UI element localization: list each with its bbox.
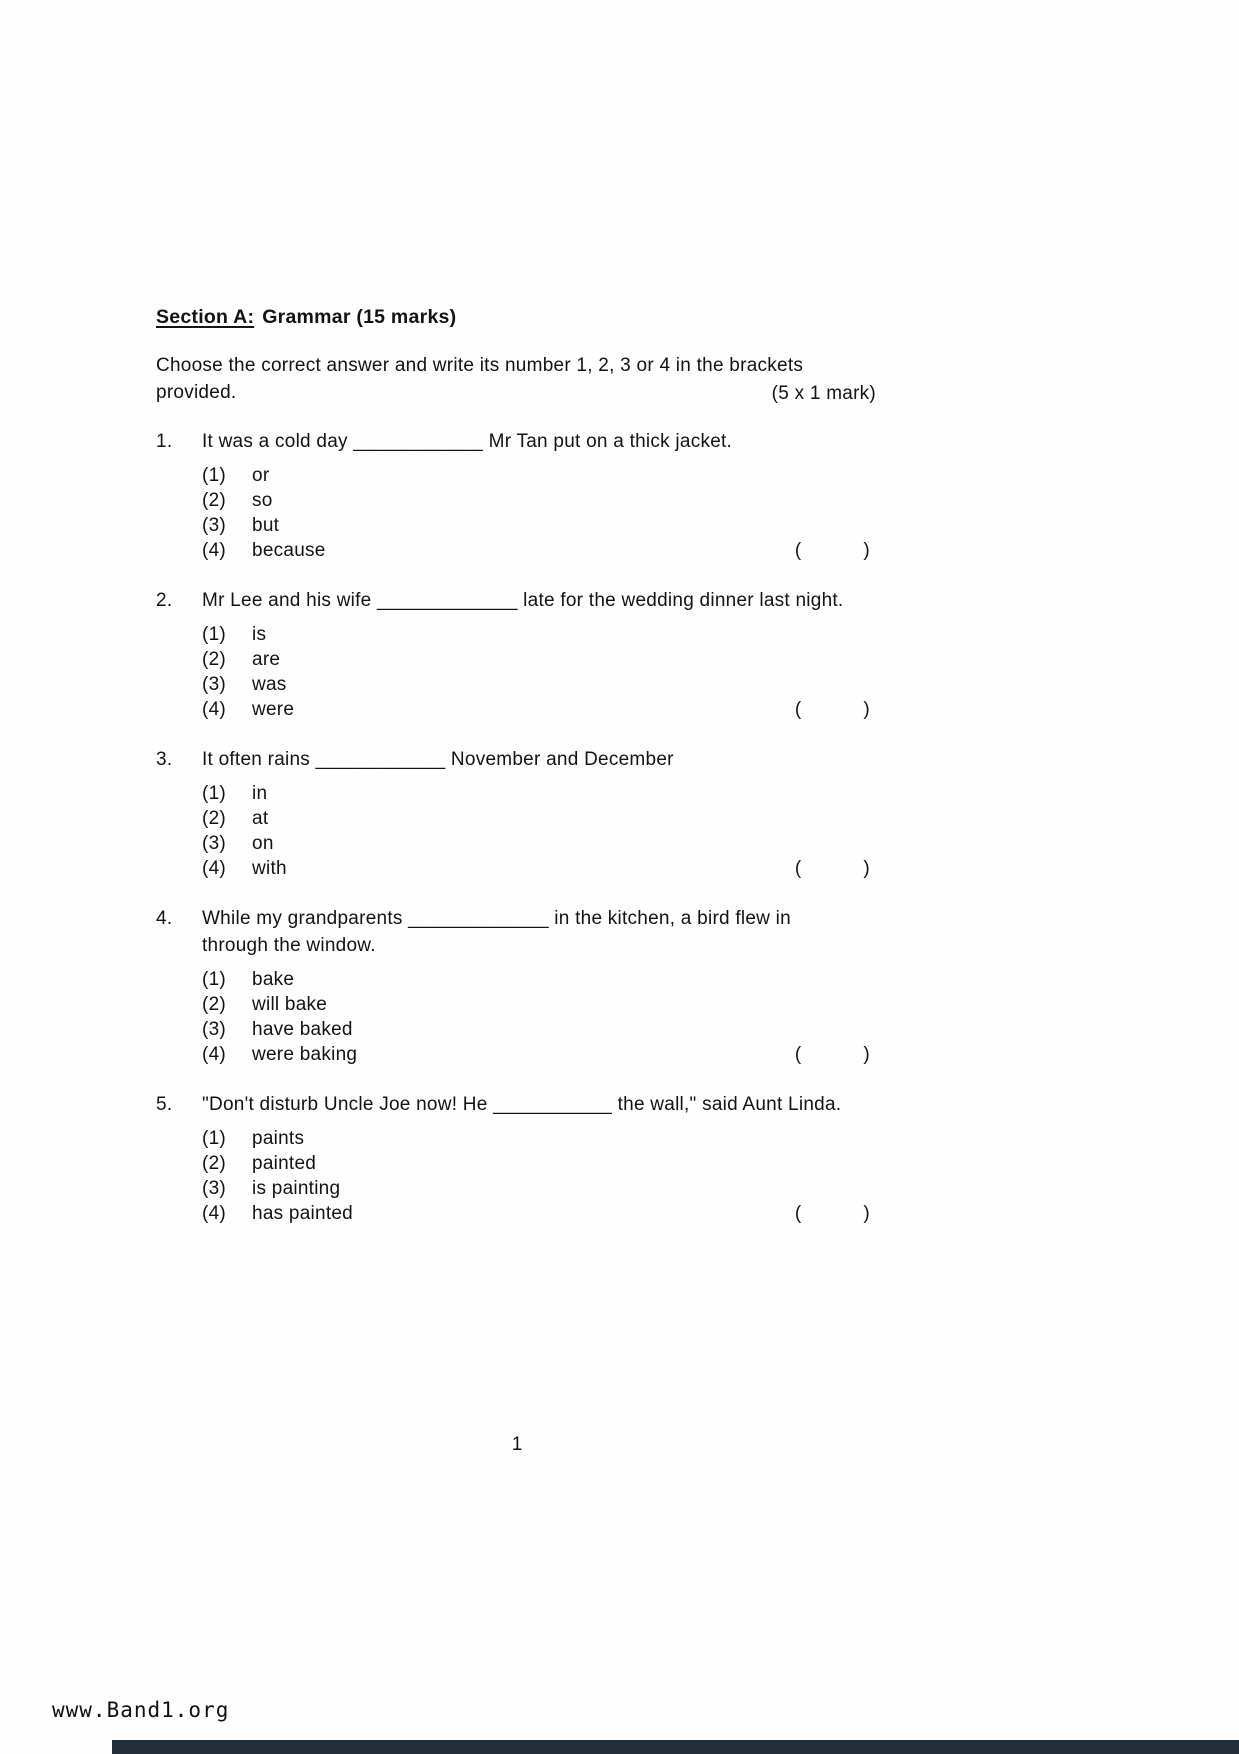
option-number: (1) (202, 969, 226, 990)
option-row (202, 488, 878, 513)
question-4 (156, 905, 878, 1067)
option-number: (3) (202, 674, 226, 695)
question-1 (156, 428, 878, 563)
option-label: were baking (252, 1044, 358, 1065)
answer-brackets (795, 538, 878, 563)
question-number: 4. (156, 908, 173, 929)
option-number: (4) (202, 699, 226, 720)
answer-brackets (795, 1042, 878, 1067)
option-row (202, 1201, 878, 1226)
option-row (202, 697, 878, 722)
answer-bracket-close: ) (863, 540, 870, 561)
option-number: (4) (202, 540, 226, 561)
options-list (202, 967, 878, 1067)
option-label: painted (252, 1153, 317, 1174)
option-row (202, 992, 878, 1017)
option-number: (2) (202, 808, 226, 829)
option-label: because (252, 540, 326, 561)
answer-brackets (795, 697, 878, 722)
option-number: (2) (202, 649, 226, 670)
answer-bracket-close: ) (863, 1203, 870, 1224)
options-list (202, 622, 878, 722)
option-label: was (252, 674, 287, 695)
question-3 (156, 746, 878, 881)
answer-bracket-close: ) (863, 699, 870, 720)
question-number: 3. (156, 749, 173, 770)
option-row (202, 781, 878, 806)
options-list (202, 1126, 878, 1226)
option-row (202, 806, 878, 831)
option-label: has painted (252, 1203, 353, 1224)
question-2 (156, 587, 878, 722)
section-title-rest: Grammar (15 marks) (262, 306, 457, 328)
option-number: (3) (202, 1178, 226, 1199)
option-number: (1) (202, 624, 226, 645)
option-row (202, 1017, 878, 1042)
option-number: (3) (202, 1019, 226, 1040)
option-row (202, 538, 878, 563)
option-row (202, 1126, 878, 1151)
option-row (202, 856, 878, 881)
option-row (202, 622, 878, 647)
section-a-content (156, 306, 878, 1250)
option-row (202, 513, 878, 538)
option-number: (1) (202, 783, 226, 804)
scan-bottom-bar (112, 1740, 1239, 1754)
option-row (202, 967, 878, 992)
option-label: with (252, 858, 287, 879)
question-number: 2. (156, 590, 173, 611)
option-number: (3) (202, 515, 226, 536)
answer-brackets (795, 1201, 878, 1226)
option-row (202, 1042, 878, 1067)
answer-bracket-open: ( (794, 699, 802, 720)
question-text: It was a cold day ____________ Mr Tan put on a thick jacket. (202, 431, 733, 452)
option-number: (2) (202, 1153, 226, 1174)
option-label: is painting (252, 1178, 341, 1199)
question-text: Mr Lee and his wife _____________ late for the wedding dinner last night. (202, 590, 844, 611)
option-label: on (252, 833, 274, 854)
option-label: will bake (252, 994, 328, 1015)
marks-note: (5 x 1 mark) (771, 383, 876, 404)
option-label: or (252, 465, 270, 486)
question-number: 5. (156, 1094, 173, 1115)
option-row (202, 672, 878, 697)
answer-bracket-open: ( (794, 858, 802, 879)
option-number: (4) (202, 1044, 226, 1065)
answer-brackets (795, 856, 878, 881)
option-label: in (252, 783, 268, 804)
answer-bracket-close: ) (863, 858, 870, 879)
option-label: bake (252, 969, 295, 990)
option-number: (2) (202, 994, 226, 1015)
option-row (202, 831, 878, 856)
section-title-label: Section A: (156, 306, 255, 328)
options-list (202, 781, 878, 881)
instructions-text: Choose the correct answer and write its number 1, 2, 3 or 4 in the brackets provided. (156, 355, 804, 403)
answer-bracket-open: ( (794, 1203, 802, 1224)
option-row (202, 1151, 878, 1176)
option-label: are (252, 649, 281, 670)
instructions-block (156, 352, 878, 406)
watermark-url: www.Band1.org (52, 1698, 230, 1722)
option-label: were (252, 699, 295, 720)
option-row (202, 1176, 878, 1201)
option-row (202, 647, 878, 672)
answer-bracket-open: ( (794, 1044, 802, 1065)
question-text: While my grandparents _____________ in the kitchen, a bird flew in through the window. (202, 908, 791, 956)
option-number: (4) (202, 1203, 226, 1224)
option-label: is (252, 624, 267, 645)
options-list (202, 463, 878, 563)
option-label: at (252, 808, 269, 829)
option-row (202, 463, 878, 488)
section-title (156, 306, 878, 329)
question-text: "Don't disturb Uncle Joe now! He ___________ the wall," said Aunt Linda. (202, 1094, 842, 1115)
option-number: (3) (202, 833, 226, 854)
answer-bracket-close: ) (863, 1044, 870, 1065)
option-number: (1) (202, 465, 226, 486)
answer-bracket-open: ( (794, 540, 802, 561)
option-label: but (252, 515, 280, 536)
question-number: 1. (156, 431, 173, 452)
question-5 (156, 1091, 878, 1226)
option-label: have baked (252, 1019, 353, 1040)
question-text: It often rains ____________ November and December (202, 749, 674, 770)
option-number: (2) (202, 490, 226, 511)
option-label: paints (252, 1128, 305, 1149)
option-label: so (252, 490, 273, 511)
option-number: (1) (202, 1128, 226, 1149)
page-number: 1 (511, 1434, 523, 1455)
option-number: (4) (202, 858, 226, 879)
